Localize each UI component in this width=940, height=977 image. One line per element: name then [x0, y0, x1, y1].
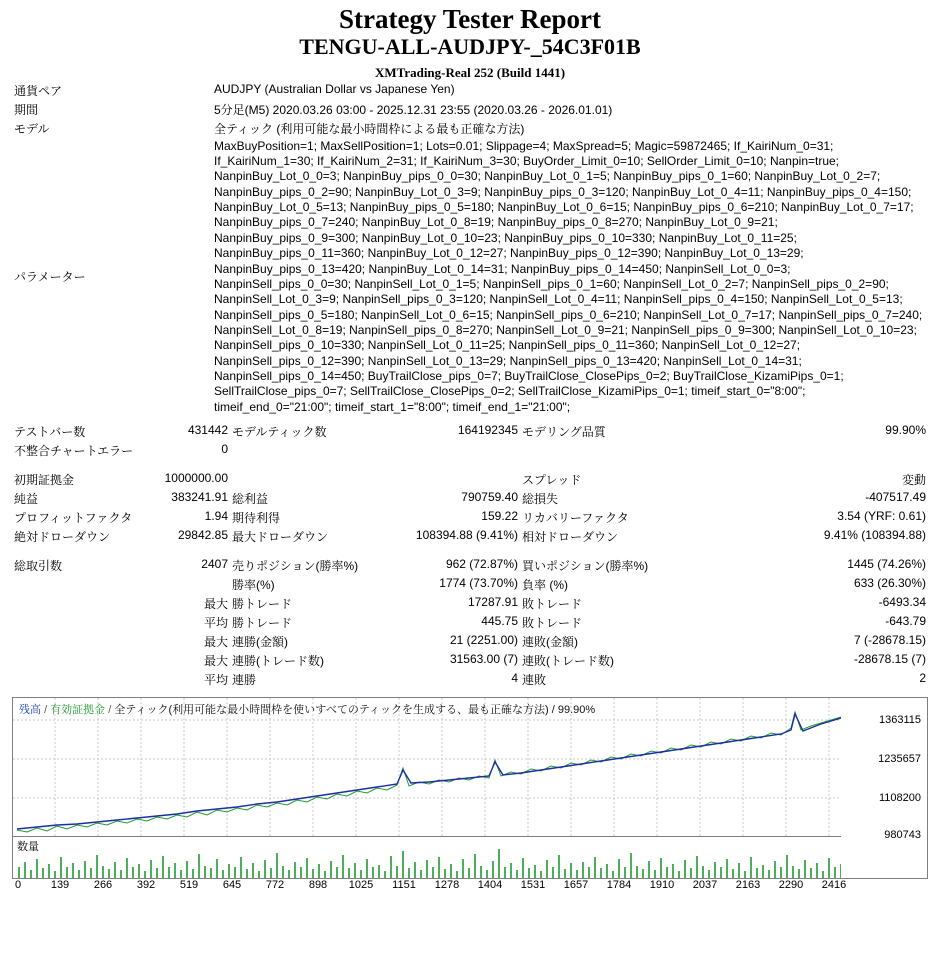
- broker-build-line: XMTrading-Real 252 (Build 1441): [374, 64, 566, 80]
- max-consec-wins-label: 連勝(金額): [232, 635, 288, 650]
- initial-deposit-label: 初期証拠金: [14, 473, 75, 488]
- average-label: 平均: [203, 616, 228, 631]
- long-positions-label: 買いポジション(勝率%): [522, 559, 649, 574]
- model-value: 全ティック (利用可能な最小時間枠による最も正確な方法): [214, 121, 525, 136]
- gross-profit-value: 790759.40: [461, 490, 518, 505]
- report-subtitle: TENGU-ALL-AUDJPY-_54C3F01B: [299, 34, 641, 60]
- parameters-label: パラメーター: [14, 270, 86, 285]
- row-model: [12, 119, 928, 138]
- period-value: 5分足(M5) 2020.03.26 03:00 - 2025.12.31 23:55 (2020.03.26 - 2026.01.01): [214, 102, 613, 117]
- avg-consec-losses-value: 2: [919, 671, 926, 686]
- max-drawdown-value: 108394.88 (9.41%): [415, 528, 518, 543]
- short-positions-label: 売りポジション(勝率%): [232, 559, 359, 574]
- x-axis-label: 1025: [348, 879, 374, 892]
- report-header-table: [12, 81, 928, 416]
- report-stats-table: [12, 422, 928, 689]
- model-quality-label: モデリング品質: [522, 425, 606, 440]
- param-line: NanpinSell_pips_0_14=450; BuyTrailClose_pips_0=7; BuyTrailClose_ClosePips_0=2; BuyTrailClose_KizamiPips_0=1;: [214, 369, 844, 384]
- equity-chart: [12, 697, 928, 879]
- page-title: Strategy Tester Report: [339, 4, 601, 34]
- test-bars-value: 431442: [187, 423, 228, 438]
- row-max-consecutive-trades: [12, 651, 928, 670]
- x-axis-label: 519: [179, 879, 199, 892]
- y-axis-label: 1235657: [878, 753, 921, 766]
- rel-drawdown-label: 相対ドローダウン: [522, 530, 619, 545]
- period-label: 期間: [14, 102, 39, 117]
- row-largest: [12, 594, 928, 613]
- legend-equity: 有効証拠金: [50, 704, 106, 717]
- test-bars-label: テストバー数: [14, 425, 86, 440]
- average-win-label: 勝トレード: [232, 616, 293, 631]
- gross-loss-label: 総損失: [522, 492, 559, 507]
- currency-pair-value: AUDJPY (Australian Dollar vs Japanese Yen): [214, 81, 455, 96]
- x-axis-label: 1531: [520, 879, 546, 892]
- largest-win-label: 勝トレード: [232, 597, 293, 612]
- x-axis-label: 0: [14, 879, 22, 892]
- model-ticks-label: モデルティック数: [232, 425, 327, 440]
- param-line: NanpinSell_pips_0_12=390; NanpinSell_Lot_0_13=29; NanpinSell_pips_0_13=420; NanpinSell_Lot_0_14=31;: [214, 353, 802, 368]
- max-consec-losses-value: 7 (-28678.15): [853, 633, 926, 648]
- avg-consec-wins-label: 連勝: [232, 673, 257, 688]
- row-max-consecutive-amount: [12, 632, 928, 651]
- x-axis-label: 2037: [692, 879, 718, 892]
- x-axis-label: 1404: [477, 879, 503, 892]
- loss-trades-label: 負率 (%): [522, 578, 568, 593]
- profit-trades-value: 1774 (73.70%): [439, 576, 518, 591]
- param-line: NanpinSell_Lot_0_8=19; NanpinSell_pips_0_8=270; NanpinSell_Lot_0_9=21; NanpinSell_pips_0_9=300; NanpinSell_Lot_0_10=23;: [214, 322, 917, 337]
- x-axis-label: 139: [50, 879, 70, 892]
- chart-legend: 残高 / 有効証拠金 / 全ティック(利用可能な最小時間枠を使いすべてのティックを生成する、最も正確な方法) / 99.90%: [19, 704, 596, 717]
- row-test-bars: [12, 422, 928, 441]
- row-initial-deposit: [12, 470, 928, 489]
- x-axis-label: 645: [222, 879, 242, 892]
- row-win-loss-rate: [12, 575, 928, 594]
- row-total-trades: [12, 556, 928, 575]
- max-consec-losses-label: 連敗(金額): [522, 635, 578, 650]
- equity-y-axis: [841, 698, 925, 842]
- spread-label: スプレッド: [522, 473, 582, 488]
- short-positions-value: 962 (72.87%): [445, 557, 518, 572]
- row-drawdown: [12, 527, 928, 546]
- row-currency-pair: [12, 81, 928, 100]
- expected-payoff-label: 期待利得: [232, 511, 281, 526]
- x-axis-label: 898: [308, 879, 328, 892]
- row-period: [12, 100, 928, 119]
- param-line: NanpinBuy_pips_0_7=240; NanpinBuy_Lot_0_8=19; NanpinBuy_pips_0_8=270; NanpinBuy_Lot_0_9=21;: [214, 215, 778, 230]
- param-line: NanpinSell_Lot_0_3=9; NanpinSell_pips_0_3=120; NanpinSell_Lot_0_4=11; NanpinSell_pips_0_4=150; NanpinSell_Lot_0_5=13;: [214, 292, 903, 307]
- param-line: NanpinBuy_pips_0_11=360; NanpinBuy_Lot_0_12=27; NanpinBuy_pips_0_12=390; NanpinBuy_Lot_0_13=29;: [214, 246, 804, 261]
- loss-trades-value: 633 (26.30%): [853, 576, 926, 591]
- param-line: NanpinBuy_pips_0_9=300; NanpinBuy_Lot_0_10=23; NanpinBuy_pips_0_10=330; NanpinBuy_Lot_0_11=25;: [214, 230, 797, 245]
- volume-pane: [13, 836, 841, 878]
- avg-consec-label: 平均: [203, 673, 228, 688]
- equity-line-svg: [13, 698, 841, 836]
- x-axis-label: 1910: [649, 879, 675, 892]
- long-positions-value: 1445 (74.26%): [847, 557, 926, 572]
- expected-payoff-value: 159.22: [481, 509, 518, 524]
- param-line: NanpinBuy_Lot_0_5=13; NanpinBuy_pips_0_5=180; NanpinBuy_Lot_0_6=15; NanpinBuy_pips_0_6=210; NanpinBuy_Lot_0_7=17;: [214, 200, 914, 215]
- avg-consec-losses-label: 連敗: [522, 673, 547, 688]
- avg-consec-wins-value: 4: [511, 671, 518, 686]
- x-axis-label: 1278: [434, 879, 460, 892]
- x-axis-label: 2163: [735, 879, 761, 892]
- abs-drawdown-label: 絶対ドローダウン: [14, 530, 111, 545]
- param-line: NanpinBuy_Lot_0_0=3; NanpinBuy_pips_0_0=30; NanpinBuy_Lot_0_1=5; NanpinBuy_pips_0_1=60; NanpinBuy_Lot_0_2=7;: [214, 169, 881, 184]
- max-consec-loss-name: 連敗(トレード数): [522, 654, 614, 669]
- spread-value: 変動: [901, 473, 926, 488]
- largest-loss-label: 敗トレード: [522, 597, 583, 612]
- average-win-value: 445.75: [481, 614, 518, 629]
- volume-bars-svg: [13, 837, 841, 878]
- recovery-factor-label: リカバリーファクタ: [522, 511, 629, 526]
- equity-x-axis: [12, 879, 928, 895]
- recovery-factor-value: 3.54 (YRF: 0.61): [837, 509, 926, 524]
- model-ticks-value: 164192345: [457, 423, 518, 438]
- param-line: NanpinSell_pips_0_0=30; NanpinSell_Lot_0_1=5; NanpinSell_pips_0_1=60; NanpinSell_Lot_0_2=7; NanpinSell_pips_0_2=90;: [214, 276, 889, 291]
- max-consec-loss-value: -28678.15 (7): [853, 652, 926, 667]
- y-axis-label: 980743: [884, 829, 921, 842]
- x-axis-label: 2416: [821, 879, 847, 892]
- chart-errors-value: 0: [221, 442, 228, 457]
- legend-model: 全ティック(利用可能な最小時間枠を使いすべてのティックを生成する、最も正確な方法) / 99.90%: [114, 704, 596, 717]
- chart-errors-label: 不整合チャートエラー: [14, 444, 134, 459]
- row-net-profit: [12, 489, 928, 508]
- x-axis-label: 1151: [392, 879, 416, 892]
- max-consec-profit-name: 連勝(トレード数): [232, 654, 324, 669]
- initial-deposit-value: 1000000.00: [164, 471, 228, 486]
- param-line: If_KairiNum_1=30; If_KairiNum_2=31; If_KairiNum_3=30; BuyOrder_Limit_0=10; SellOrder_Limit_0=10; Nanpin=true;: [214, 153, 840, 168]
- param-line: NanpinBuy_pips_0_13=420; NanpinBuy_Lot_0_14=31; NanpinBuy_pips_0_14=450; NanpinSell_Lot_0_0=3;: [214, 261, 791, 276]
- average-loss-value: -643.79: [885, 614, 926, 629]
- row-parameters: [12, 138, 928, 416]
- gross-loss-value: -407517.49: [865, 490, 926, 505]
- max-consec-profit-value: 31563.00 (7): [449, 652, 518, 667]
- profit-factor-label: プロフィットファクタ: [14, 511, 133, 526]
- volume-bars: [19, 849, 841, 878]
- row-profit-factor: [12, 508, 928, 527]
- y-axis-label: 1108200: [878, 792, 921, 805]
- profit-trades-label: 勝率(%): [232, 578, 275, 593]
- param-line: timeif_end_0="21:00"; timeif_start_1="8:00"; timeif_end_1="21:00";: [214, 399, 571, 414]
- param-line: NanpinBuy_pips_0_2=90; NanpinBuy_Lot_0_3=9; NanpinBuy_pips_0_3=120; NanpinBuy_Lot_0_4=11; NanpinBuy_pips_0_4=150;: [214, 184, 912, 199]
- model-label: モデル: [14, 121, 50, 136]
- parameters-value: [212, 138, 928, 416]
- abs-drawdown-value: 29842.85: [177, 528, 228, 543]
- param-line: NanpinSell_pips_0_5=180; NanpinSell_Lot_0_6=15; NanpinSell_pips_0_6=210; NanpinSell_Lot_0_7=17; NanpinSell_pips_0_7=240;: [214, 307, 923, 322]
- report-title-block: [12, 0, 928, 81]
- profit-factor-value: 1.94: [204, 509, 228, 524]
- gross-profit-label: 総利益: [232, 492, 269, 507]
- average-loss-label: 敗トレード: [522, 616, 583, 631]
- total-trades-label: 総取引数: [14, 559, 63, 574]
- x-axis-label: 772: [265, 879, 285, 892]
- x-axis-label: 1657: [563, 879, 589, 892]
- x-axis-label: 1784: [606, 879, 632, 892]
- model-quality-value: 99.90%: [885, 423, 926, 438]
- param-line: NanpinSell_pips_0_10=330; NanpinSell_Lot_0_11=25; NanpinSell_pips_0_11=360; NanpinSell_Lot_0_12=27;: [214, 338, 801, 353]
- x-axis-label: 2290: [778, 879, 804, 892]
- row-average: [12, 613, 928, 632]
- x-axis-label: 392: [136, 879, 156, 892]
- rel-drawdown-value: 9.41% (108394.88): [823, 528, 926, 543]
- y-axis-label: 1363115: [878, 714, 921, 727]
- max-drawdown-label: 最大ドローダウン: [232, 530, 329, 545]
- largest-label: 最大: [203, 597, 228, 612]
- legend-balance: 残高: [19, 704, 41, 717]
- net-profit-label: 純益: [14, 492, 39, 507]
- param-line: MaxBuyPosition=1; MaxSellPosition=1; Lots=0.01; Slippage=4; MaxSpread=5; Magic=59872465; If_KairiNum_0=31;: [214, 138, 834, 153]
- param-line: SellTrailClose_pips_0=7; SellTrailClose_ClosePips_0=2; SellTrailClose_KizamiPips_0=1; timeif_start_0="8:00";: [214, 384, 806, 399]
- total-trades-value: 2407: [201, 557, 228, 572]
- row-chart-errors: [12, 441, 928, 460]
- largest-win-value: 17287.91: [467, 595, 518, 610]
- net-profit-value: 383241.91: [171, 490, 228, 505]
- gridlines: [13, 698, 841, 836]
- equity-plot-area: [13, 698, 841, 836]
- largest-loss-value: -6493.34: [878, 595, 926, 610]
- max-consec-profit-label: 最大: [203, 654, 228, 669]
- row-avg-consecutive: [12, 670, 928, 689]
- max-consec-wins-value: 21 (2251.00): [449, 633, 518, 648]
- x-axis-label: 266: [93, 879, 113, 892]
- max-consec-label: 最大: [203, 635, 228, 650]
- currency-pair-label: 通貨ペア: [14, 83, 63, 98]
- volume-label: 数量: [17, 841, 39, 854]
